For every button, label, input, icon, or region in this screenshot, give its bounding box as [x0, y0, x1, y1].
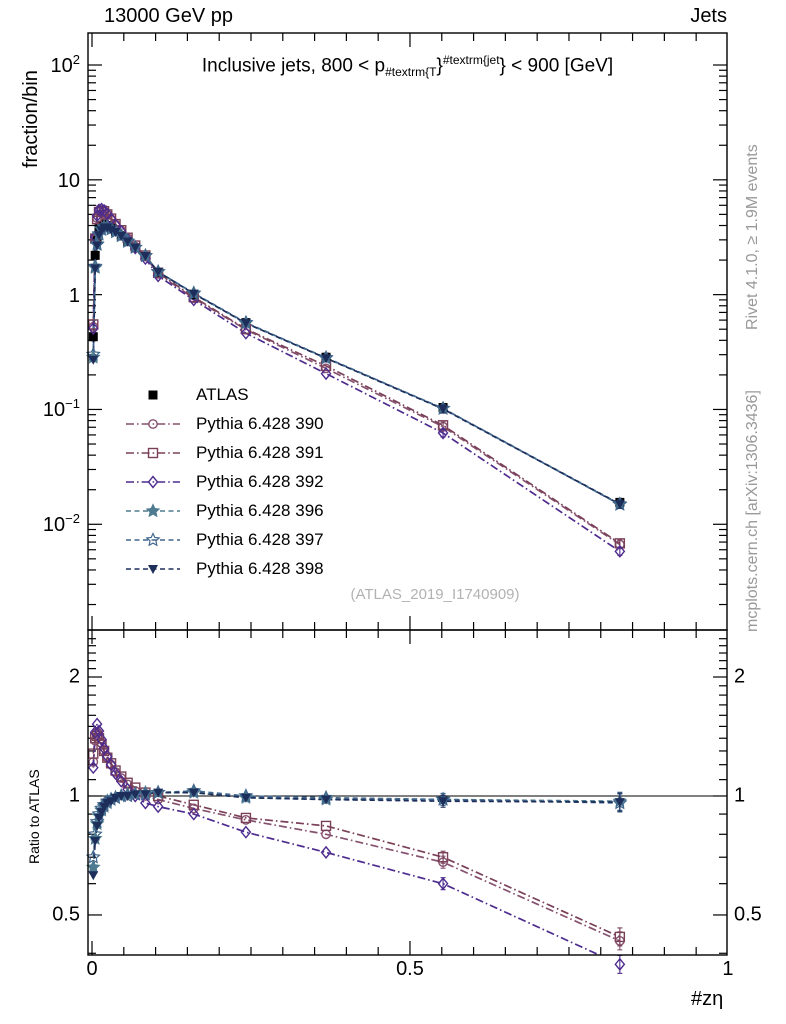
- beam-energy-label: 13000 GeV pp: [104, 5, 233, 27]
- legend-item: [124, 554, 324, 583]
- legend-marker-icon: [124, 384, 182, 406]
- panel-title: [88, 53, 727, 79]
- legend-item-label: Pythia 6.428 392: [196, 471, 324, 491]
- top-y-tick-label: $10^2$: [50, 52, 80, 77]
- legend-item: [124, 380, 324, 409]
- legend-line-marker-icon: [124, 529, 182, 551]
- top-y-tick-label: 1: [68, 284, 80, 307]
- legend-item-label: Pythia 6.428 390: [196, 413, 324, 433]
- legend-item: [124, 525, 324, 554]
- legend-line-marker-icon: [124, 442, 182, 464]
- legend-line-marker-icon: [124, 500, 182, 522]
- legend: [124, 380, 324, 583]
- legend-item: [124, 409, 324, 438]
- title-superscript: #textrm{jet: [442, 53, 500, 67]
- legend-item-label: Pythia 6.428 391: [196, 442, 324, 462]
- title-suffix: < 900 [GeV]: [505, 55, 614, 77]
- legend-line-marker-icon: [124, 413, 182, 435]
- x-tick-label: 0: [86, 958, 98, 980]
- title-brace: }: [499, 55, 506, 77]
- ratio-y-tick-label: 0.5: [52, 903, 80, 926]
- legend-line-marker-icon: [124, 558, 182, 580]
- ratio-y-tick-label-right: 2: [734, 665, 746, 688]
- ratio-y-tick-label-right: 0.5: [734, 903, 762, 926]
- x-tick-label: 0.5: [396, 958, 424, 980]
- top-y-tick-label: $10^{-2}$: [42, 511, 80, 537]
- ratio-y-tick-label: 2: [68, 665, 80, 688]
- legend-item: [124, 467, 324, 496]
- legend-line-marker-icon: [124, 471, 182, 493]
- analysis-group-label: Jets: [690, 5, 727, 27]
- ratio-panel-series: [93, 724, 620, 964]
- mcplots-reference-note: mcplots.cern.ch [arXiv:1306.3436]: [744, 390, 761, 632]
- ratio-y-tick-label-right: 1: [734, 784, 746, 807]
- x-axis-label: #zη: [691, 988, 724, 1010]
- legend-item-label: ATLAS: [196, 384, 249, 404]
- legend-item-label: Pythia 6.428 398: [196, 558, 324, 578]
- legend-item-label: Pythia 6.428 397: [196, 529, 324, 549]
- title-prefix: Inclusive jets, 800 < p: [201, 55, 386, 77]
- x-tick-label: 1: [722, 958, 734, 980]
- top-y-tick-label: $10^{-1}$: [42, 396, 80, 422]
- top-y-tick-label: 10: [57, 169, 80, 192]
- title-subscript: #textrm{T: [385, 65, 437, 80]
- ratio-y-tick-label: 1: [68, 784, 80, 807]
- analysis-id-watermark: (ATLAS_2019_I1740909): [350, 586, 520, 603]
- ratio-y-axis-label: Ratio to ATLAS: [26, 769, 42, 864]
- legend-item-label: Pythia 6.428 396: [196, 500, 324, 520]
- title-brace: }: [436, 55, 443, 77]
- rivet-version-note: Rivet 4.1.0, ≥ 1.9M events: [744, 144, 761, 330]
- legend-item: [124, 438, 324, 467]
- top-y-axis-label: fraction/bin: [20, 70, 42, 168]
- legend-item: [124, 496, 324, 525]
